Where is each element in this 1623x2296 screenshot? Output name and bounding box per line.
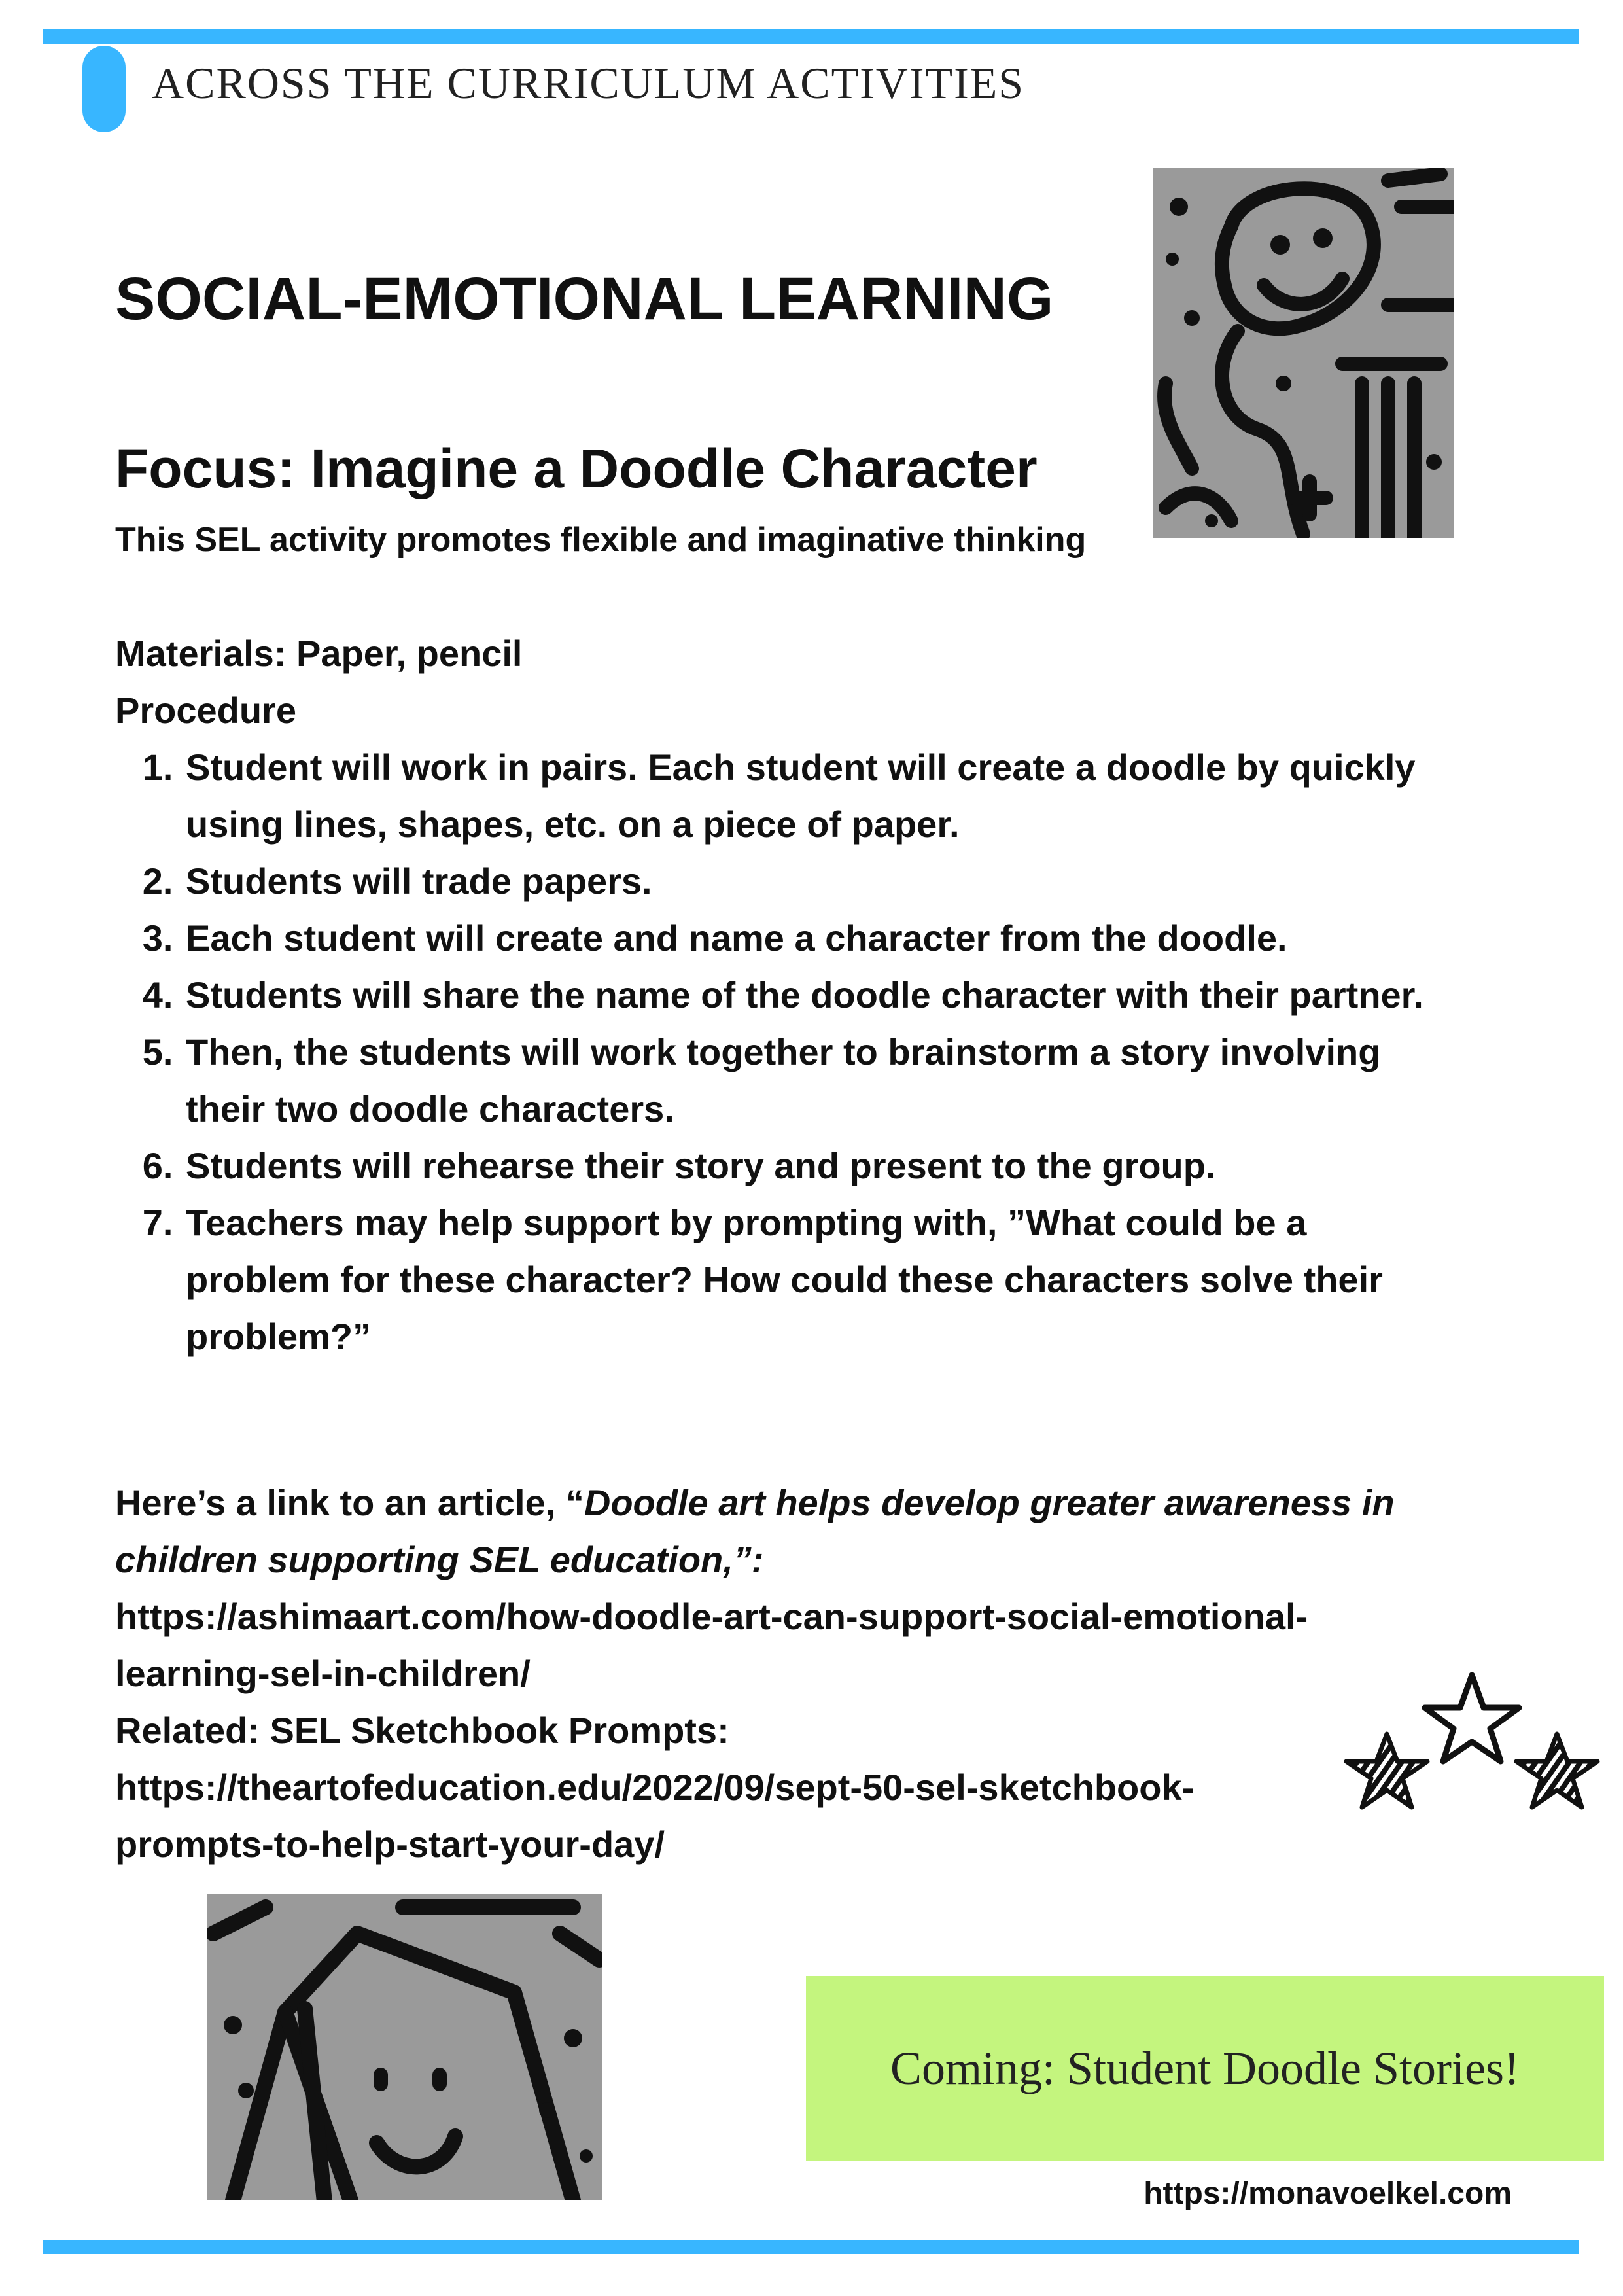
procedure-label: Procedure — [115, 690, 296, 731]
header-title: ACROSS THE CURRICULUM ACTIVITIES — [152, 58, 1025, 108]
related-link-line2[interactable]: prompts-to-help-start-your-day/ — [115, 1824, 665, 1865]
bottom-accent-bar — [43, 2240, 1579, 2254]
article-link-line2[interactable]: learning-sel-in-children/ — [115, 1653, 531, 1694]
procedure-step: 3. Each student will create and name a character from the doodle. — [183, 910, 1426, 966]
procedure-step: 2. Students will trade papers. — [183, 853, 1426, 910]
article-intro: Here’s a link to an article, “ — [115, 1482, 584, 1523]
article-intro-line — [115, 1474, 1423, 1531]
materials-text: Materials: Paper, pencil — [115, 633, 523, 674]
procedure-step: 6. Students will rehearse their story and present to the group. — [183, 1137, 1426, 1194]
procedure-step: 1. Student will work in pairs. Each student will create a doodle by quickly using lines, shapes, etc. on a piece of paper. — [183, 739, 1426, 853]
focus-subtitle: This SEL activity promotes flexible and imaginative thinking — [115, 521, 1087, 559]
procedure-steps — [115, 739, 1426, 1365]
related-label: Related: SEL Sketchbook Prompts: — [115, 1710, 729, 1751]
article-title-part2: children supporting SEL education,”: — [115, 1539, 764, 1580]
smiling-doodle-character-icon — [1153, 168, 1454, 538]
article-title-part1: Doodle art helps develop greater awareness in — [584, 1482, 1395, 1523]
footer-website-link[interactable]: https://monavoelkel.com — [1143, 2176, 1512, 2211]
procedure-step: 4. Students will share the name of the doodle character with their partner. — [183, 966, 1426, 1023]
article-link-line1[interactable]: https://ashimaart.com/how-doodle-art-can-support-social-emotional- — [115, 1596, 1308, 1637]
smiling-tent-doodle-icon — [207, 1894, 602, 2200]
focus-title: Focus: Imagine a Doodle Character — [115, 438, 1038, 499]
procedure-step: 5. Then, the students will work together to brainstorm a story involving their two doodle characters. — [183, 1023, 1426, 1137]
section-title: SOCIAL-EMOTIONAL LEARNING — [115, 266, 1054, 332]
article-section — [115, 1474, 1423, 1873]
doodle-stars-icon — [1335, 1662, 1609, 1832]
top-accent-bar — [43, 29, 1579, 44]
article-title-line2 — [115, 1531, 1423, 1588]
related-link-line1[interactable]: https://theartofeducation.edu/2022/09/sept-50-sel-sketchbook- — [115, 1767, 1195, 1808]
procedure-step: 7. Teachers may help support by prompting with, ”What could be a problem for these character? How could these characters solve their problem?” — [183, 1194, 1426, 1365]
callout-text: Coming: Student Doodle Stories! — [890, 2041, 1520, 2094]
coming-soon-callout — [806, 1976, 1604, 2161]
header-accent-pill — [82, 46, 126, 132]
